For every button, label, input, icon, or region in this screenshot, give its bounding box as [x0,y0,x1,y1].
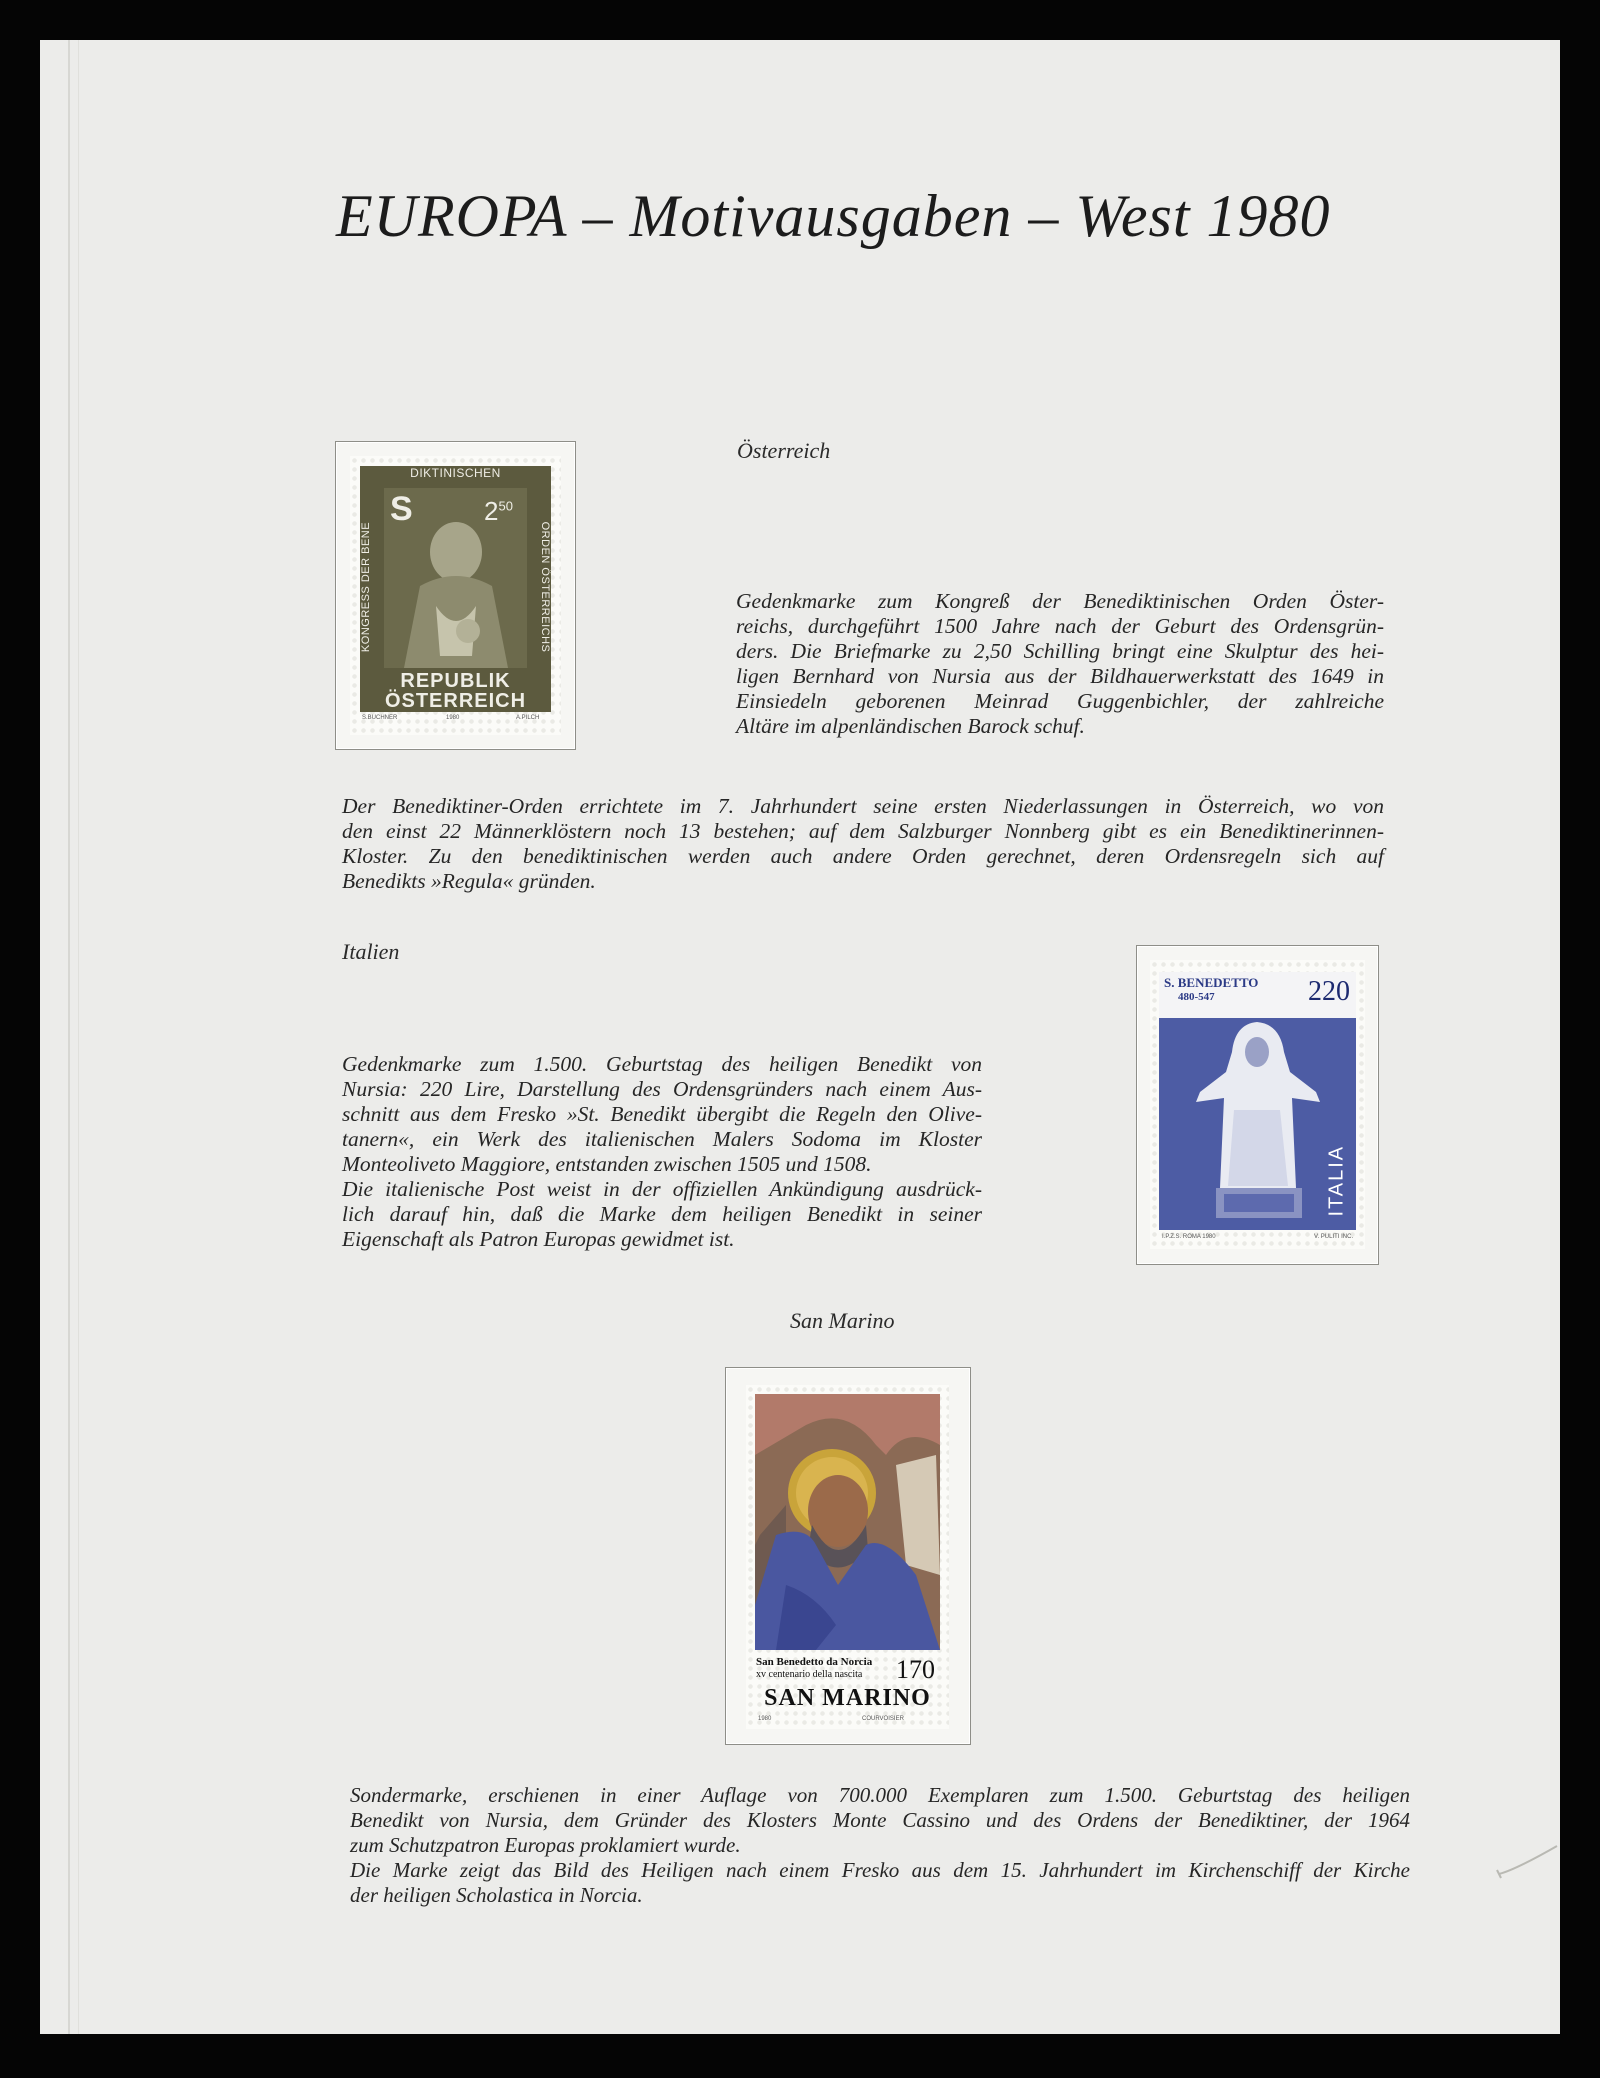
austria-note [342,794,1384,894]
stamp-mount-italy [1136,945,1379,1265]
stamp-mount-austria [335,441,576,750]
text-line: Gedenkmarke zum Kongreß der Benediktinischen Orden Öster- [736,589,1384,613]
stamp-italy-country: ITALIA [1325,1144,1348,1217]
text-line: Kloster. Zu den benediktinischen werden auch andere Orden gerechnet, deren Ordensregeln sich auf [342,844,1384,868]
stamp-italy-imprint-right: V. PULITI INC. [1314,1234,1354,1240]
country-heading-austria: Österreich [737,438,831,463]
text-line: Benedikts »Regula« gründen. [342,869,596,893]
text-line: reichs, durchgeführt 1500 Jahre nach der Geburt des Ordensgrün- [736,614,1384,638]
text-line: zum Schutzpatron Europas proklamiert wurde. [350,1833,741,1857]
stamp-italy-imprint-left: I.P.Z.S. ROMA 1980 [1162,1234,1216,1240]
text-line: den einst 22 Männerklöstern noch 13 bestehen; auf dem Salzburger Nonnberg gibt es ein Benediktinerinnen- [342,819,1384,843]
text-line: Gedenkmarke zum 1.500. Geburtstag des heiligen Benedikt von [342,1052,982,1076]
text-line: Die Marke zeigt das Bild des Heiligen nach einem Fresko aus dem 15. Jahrhundert im Kirchenschiff der Kirche [350,1858,1410,1882]
page-spine-line-secondary [78,40,79,2034]
stamp-italy-value: 220 [1308,976,1350,1007]
text-line: Der Benediktiner-Orden errichtete im 7. Jahrhundert seine ersten Niederlassungen in Österreich, wo von [342,794,1384,818]
stamp-austria-border-right: ORDEN ÖSTERREICHS [539,521,551,653]
text-line: Altäre im alpenländischen Barock schuf. [736,714,1085,738]
text-line: Benedikt von Nursia, dem Gründer des Klosters Monte Cassino und des Ordens der Benediktiner, der 1964 [350,1808,1410,1832]
stamp-italy [1150,960,1365,1249]
stamp-san-marino-caption-line2: xv centenario della nascita [756,1669,863,1680]
stamp-san-marino-value: 170 [896,1655,935,1684]
text-line: ders. Die Briefmarke zu 2,50 Schilling bringt eine Skulptur des hei- [736,639,1384,663]
san-marino-description [350,1783,1410,1908]
stamp-san-marino-imprint-left: 1980 [758,1716,772,1722]
stamp-austria-border-left: KONGRESS DER BENE [360,521,372,653]
stamp-austria-imprint-year: 1980 [446,715,460,721]
stamp-italy-name: S. BENEDETTO [1164,975,1259,990]
stamp-san-marino-caption-line1: San Benedetto da Norcia [756,1656,873,1668]
stamp-austria-border-top: DIKTINISCHEN [410,466,501,480]
text-line: Eigenschaft als Patron Europas gewidmet ist. [342,1227,735,1251]
text-line: Einsiedeln geborenen Meinrad Guggenbichler, der zahlreiche [736,689,1384,713]
text-line: Sondermarke, erschienen in einer Auflage von 700.000 Exemplaren zum 1.500. Geburtstag des heiligen [350,1783,1410,1807]
stamp-italy-years: 480-547 [1178,991,1215,1003]
text-line: ligen Bernhard von Nursia aus der Bildhauerwerkstatt des 1649 in [736,664,1384,688]
text-line: Die italienische Post weist in der offiziellen Ankündigung ausdrück- [342,1177,982,1201]
country-heading-italy: Italien [342,939,400,964]
stamp-austria-country-line2: ÖSTERREICH [384,690,527,712]
pencil-mark [1495,1840,1560,1880]
stamp-austria-letter: S [390,490,413,528]
country-heading-san-marino: San Marino [790,1308,895,1333]
stamp-san-marino-imprint-right: COURVOISIER [862,1716,904,1722]
text-line: lich darauf hin, daß die Marke dem heiligen Benedikt in seiner [342,1202,982,1226]
austria-description [736,589,1384,739]
stamp-mount-san-marino [725,1367,971,1745]
saint-head-shape [430,522,482,582]
page-title: EUROPA – Motivausgaben – West 1980 [336,183,1331,249]
stamp-san-marino [746,1385,949,1729]
text-line: Nursia: 220 Lire, Darstellung des Ordensgründers nach einem Aus- [342,1077,982,1101]
stamp-san-marino-country: SAN MARINO [764,1685,931,1711]
text-line: Monteoliveto Maggiore, entstanden zwischen 1505 und 1508. [342,1152,872,1176]
stamp-austria-imprint-right: A.PILCH [516,715,540,721]
text-line: der heiligen Scholastica in Norcia. [350,1883,643,1907]
page-spine-line [68,40,70,2034]
stamp-austria-country-line1: REPUBLIK [400,670,511,692]
text-line: tanern«, ein Werk des italienischen Malers Sodoma im Kloster [342,1127,982,1151]
album-page [40,40,1560,2034]
italy-description [342,1052,982,1252]
stamp-austria-imprint-left: S.BUCHNER [362,715,398,721]
text-line: schnitt aus dem Fresko »St. Benedikt übergibt die Regeln den Olive- [342,1102,982,1126]
stamp-austria-value: $2^{50}$ [484,496,513,526]
stamp-austria [350,456,561,735]
